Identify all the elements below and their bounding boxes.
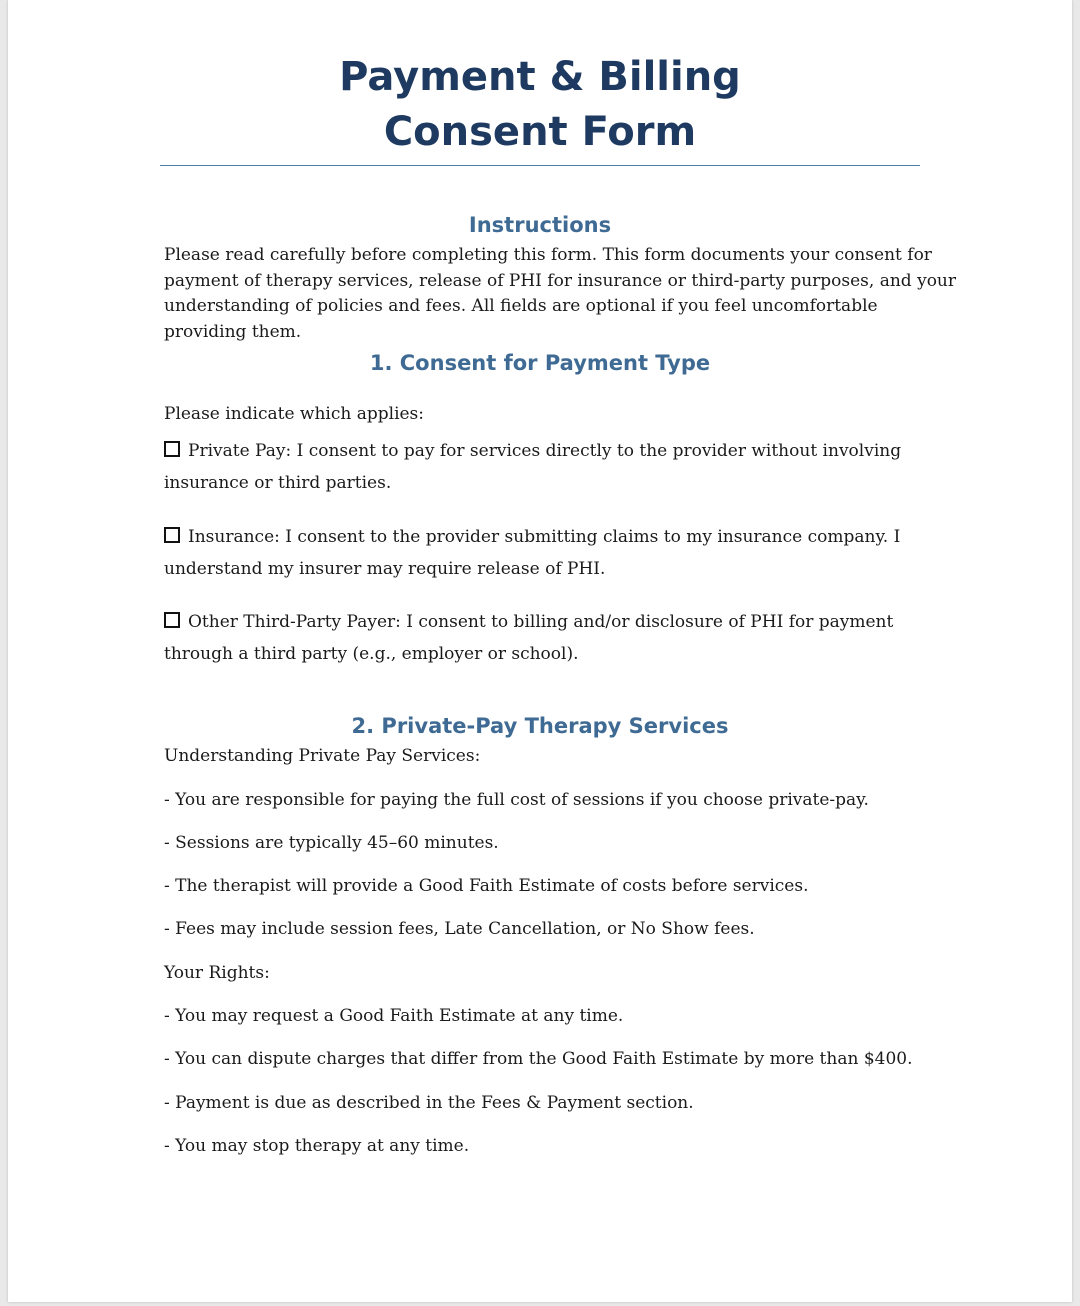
section2-heading: 2. Private-Pay Therapy Services: [351, 714, 729, 738]
title-divider: [160, 165, 920, 166]
list-item: - You can dispute charges that differ from the Good Faith Estimate by more than $400.: [164, 1049, 913, 1069]
third-party-label-cont: through a third party (e.g., employer or school).: [164, 644, 579, 664]
instructions-text: [164, 243, 957, 345]
third-party-option: [164, 610, 944, 666]
instructions-line: understanding of policies and fees. All fields are optional if you feel uncomfortable: [164, 296, 878, 316]
private-pay-checkbox[interactable]: [164, 441, 180, 457]
insurance-option: [164, 525, 944, 581]
list-item: - Fees may include session fees, Late Cancellation, or No Show fees.: [164, 919, 755, 939]
instructions-line: Please read carefully before completing this form. This form documents your consent for: [164, 245, 932, 265]
third-party-checkbox[interactable]: [164, 612, 180, 628]
insurance-checkbox[interactable]: [164, 527, 180, 543]
list-item: - Payment is due as described in the Fees & Payment section.: [164, 1093, 694, 1113]
form-title-line1: Payment & Billing: [339, 54, 741, 100]
private-pay-option: [164, 439, 944, 495]
insurance-label: Insurance: I consent to the provider submitting claims to my insurance company. I: [188, 527, 901, 547]
third-party-label: Other Third-Party Payer: I consent to billing and/or disclosure of PHI for payment: [188, 612, 894, 632]
list-item: - The therapist will provide a Good Faith Estimate of costs before services.: [164, 876, 809, 896]
insurance-label-cont: understand my insurer may require release of PHI.: [164, 559, 606, 579]
section1-heading: 1. Consent for Payment Type: [369, 351, 711, 375]
instructions-heading: Instructions: [468, 213, 612, 237]
list-item: - You are responsible for paying the full cost of sessions if you choose private-pay.: [164, 790, 869, 810]
understanding-label: Understanding Private Pay Services:: [164, 746, 481, 766]
list-item: - You may stop therapy at any time.: [164, 1136, 470, 1156]
instructions-line: payment of therapy services, release of PHI for insurance or third-party purposes, and your: [164, 270, 957, 291]
form-title-line2: Consent Form: [383, 109, 697, 155]
private-pay-label-cont: insurance or third parties.: [164, 473, 392, 493]
list-item: - You may request a Good Faith Estimate at any time.: [164, 1006, 624, 1026]
list-item: - Sessions are typically 45–60 minutes.: [164, 833, 499, 853]
payment-type-prompt: Please indicate which applies:: [164, 404, 425, 424]
private-pay-label: Private Pay: I consent to pay for services directly to the provider without involving: [188, 441, 902, 461]
document-page: [8, 0, 1072, 1302]
rights-label: Your Rights:: [164, 963, 270, 983]
instructions-line: providing them.: [164, 321, 302, 342]
